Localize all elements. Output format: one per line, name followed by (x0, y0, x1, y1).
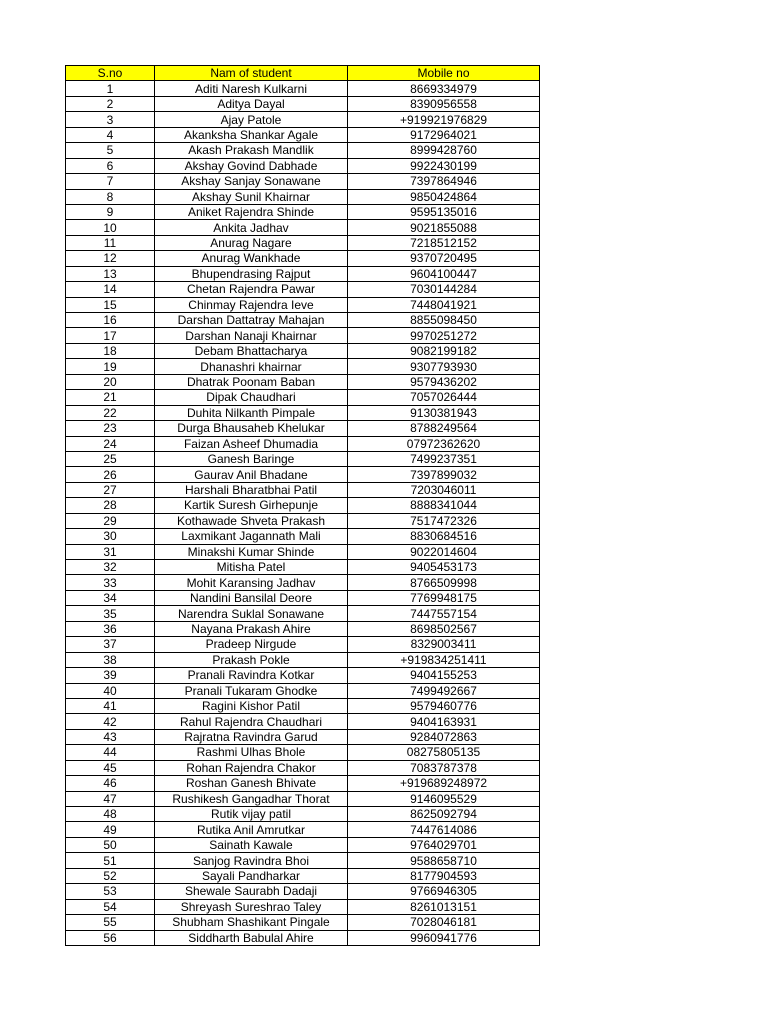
cell-mobile-no: 7030144284 (348, 282, 540, 297)
cell-sno: 49 (66, 822, 155, 837)
table-row (66, 158, 540, 173)
cell-mobile-no: 9130381943 (348, 405, 540, 420)
cell-student-name: Darshan Nanaji Khairnar (155, 328, 348, 343)
cell-mobile-no: 9172964021 (348, 127, 540, 142)
cell-sno: 18 (66, 343, 155, 358)
table-row (66, 235, 540, 250)
cell-student-name: Rohan Rajendra Chakor (155, 760, 348, 775)
cell-mobile-no: 9307793930 (348, 359, 540, 374)
table-row (66, 204, 540, 219)
cell-student-name: Akash Prakash Mandlik (155, 143, 348, 158)
table-row (66, 853, 540, 868)
cell-sno: 30 (66, 529, 155, 544)
cell-sno: 48 (66, 807, 155, 822)
table-row (66, 637, 540, 652)
table-row (66, 251, 540, 266)
cell-mobile-no: 7517472326 (348, 513, 540, 528)
cell-student-name: Dhanashri khairnar (155, 359, 348, 374)
cell-sno: 20 (66, 374, 155, 389)
cell-student-name: Rutik vijay patil (155, 807, 348, 822)
cell-mobile-no: 8698502567 (348, 621, 540, 636)
table-row (66, 328, 540, 343)
cell-sno: 34 (66, 590, 155, 605)
cell-student-name: Nayana Prakash Ahire (155, 621, 348, 636)
cell-sno: 15 (66, 297, 155, 312)
cell-sno: 33 (66, 575, 155, 590)
cell-mobile-no: 8999428760 (348, 143, 540, 158)
cell-sno: 5 (66, 143, 155, 158)
cell-sno: 12 (66, 251, 155, 266)
cell-student-name: Siddharth Babulal Ahire (155, 930, 348, 945)
cell-sno: 23 (66, 421, 155, 436)
cell-sno: 43 (66, 729, 155, 744)
cell-sno: 53 (66, 884, 155, 899)
cell-student-name: Rajratna Ravindra Garud (155, 729, 348, 744)
table-row (66, 482, 540, 497)
table-row (66, 220, 540, 235)
column-header-sno: S.no (66, 66, 155, 81)
cell-mobile-no: 8177904593 (348, 868, 540, 883)
table-row (66, 714, 540, 729)
cell-mobile-no: 8261013151 (348, 899, 540, 914)
cell-sno: 8 (66, 189, 155, 204)
cell-sno: 41 (66, 698, 155, 713)
cell-sno: 32 (66, 560, 155, 575)
cell-student-name: Gaurav Anil Bhadane (155, 467, 348, 482)
cell-mobile-no: 9404163931 (348, 714, 540, 729)
cell-sno: 13 (66, 266, 155, 281)
cell-mobile-no: 8329003411 (348, 637, 540, 652)
table-body (66, 81, 540, 946)
cell-sno: 21 (66, 390, 155, 405)
table-row (66, 590, 540, 605)
table-row (66, 374, 540, 389)
cell-mobile-no: +919921976829 (348, 112, 540, 127)
cell-student-name: Pradeep Nirgude (155, 637, 348, 652)
table-row (66, 174, 540, 189)
table-row (66, 884, 540, 899)
table-row (66, 498, 540, 513)
cell-mobile-no: 7499237351 (348, 451, 540, 466)
cell-sno: 11 (66, 235, 155, 250)
cell-student-name: Akanksha Shankar Agale (155, 127, 348, 142)
cell-sno: 17 (66, 328, 155, 343)
cell-sno: 25 (66, 451, 155, 466)
cell-student-name: Akshay Sanjay Sonawane (155, 174, 348, 189)
cell-sno: 26 (66, 467, 155, 482)
cell-mobile-no: 9922430199 (348, 158, 540, 173)
cell-mobile-no: 7397864946 (348, 174, 540, 189)
cell-mobile-no: 9595135016 (348, 204, 540, 219)
cell-student-name: Prakash Pokle (155, 652, 348, 667)
cell-sno: 56 (66, 930, 155, 945)
cell-sno: 14 (66, 282, 155, 297)
cell-mobile-no: 9370720495 (348, 251, 540, 266)
cell-sno: 10 (66, 220, 155, 235)
cell-student-name: Minakshi Kumar Shinde (155, 544, 348, 559)
cell-mobile-no: 9766946305 (348, 884, 540, 899)
cell-sno: 28 (66, 498, 155, 513)
student-list-sheet (65, 65, 539, 946)
cell-mobile-no: 7448041921 (348, 297, 540, 312)
student-table (65, 65, 540, 946)
cell-mobile-no: 9404155253 (348, 668, 540, 683)
table-row (66, 606, 540, 621)
cell-mobile-no: 9082199182 (348, 343, 540, 358)
cell-student-name: Ganesh Baringe (155, 451, 348, 466)
cell-sno: 7 (66, 174, 155, 189)
cell-student-name: Pranali Ravindra Kotkar (155, 668, 348, 683)
cell-sno: 37 (66, 637, 155, 652)
cell-sno: 6 (66, 158, 155, 173)
table-row (66, 513, 540, 528)
cell-student-name: Kothawade Shveta Prakash (155, 513, 348, 528)
cell-sno: 3 (66, 112, 155, 127)
cell-mobile-no: 9970251272 (348, 328, 540, 343)
cell-student-name: Sayali Pandharkar (155, 868, 348, 883)
cell-student-name: Dipak Chaudhari (155, 390, 348, 405)
table-row (66, 343, 540, 358)
cell-mobile-no: 9850424864 (348, 189, 540, 204)
cell-sno: 22 (66, 405, 155, 420)
table-row (66, 698, 540, 713)
table-row (66, 837, 540, 852)
cell-sno: 42 (66, 714, 155, 729)
cell-mobile-no: 8888341044 (348, 498, 540, 513)
table-row (66, 266, 540, 281)
cell-student-name: Sanjog Ravindra Bhoi (155, 853, 348, 868)
cell-mobile-no: 7499492667 (348, 683, 540, 698)
cell-student-name: Ajay Patole (155, 112, 348, 127)
cell-mobile-no: 8669334979 (348, 81, 540, 96)
table-row (66, 899, 540, 914)
cell-sno: 44 (66, 745, 155, 760)
cell-student-name: Mitisha Patel (155, 560, 348, 575)
cell-student-name: Akshay Sunil Khairnar (155, 189, 348, 204)
cell-mobile-no: 9960941776 (348, 930, 540, 945)
cell-sno: 45 (66, 760, 155, 775)
cell-sno: 38 (66, 652, 155, 667)
cell-sno: 24 (66, 436, 155, 451)
cell-student-name: Aniket Rajendra Shinde (155, 204, 348, 219)
cell-student-name: Ragini Kishor Patil (155, 698, 348, 713)
cell-mobile-no: 7028046181 (348, 915, 540, 930)
cell-mobile-no: 7057026444 (348, 390, 540, 405)
cell-mobile-no: 9604100447 (348, 266, 540, 281)
table-row (66, 807, 540, 822)
cell-student-name: Aditya Dayal (155, 96, 348, 111)
table-row (66, 313, 540, 328)
cell-mobile-no: 9021855088 (348, 220, 540, 235)
cell-mobile-no: 8766509998 (348, 575, 540, 590)
cell-student-name: Kartik Suresh Girhepunje (155, 498, 348, 513)
cell-mobile-no: 7447614086 (348, 822, 540, 837)
cell-student-name: Nandini Bansilal Deore (155, 590, 348, 605)
table-row (66, 189, 540, 204)
cell-mobile-no: 8390956558 (348, 96, 540, 111)
table-header-row (66, 66, 540, 81)
cell-sno: 50 (66, 837, 155, 852)
cell-sno: 9 (66, 204, 155, 219)
cell-sno: 51 (66, 853, 155, 868)
cell-sno: 54 (66, 899, 155, 914)
table-row (66, 745, 540, 760)
table-row (66, 390, 540, 405)
cell-sno: 29 (66, 513, 155, 528)
cell-mobile-no: 7083787378 (348, 760, 540, 775)
table-row (66, 575, 540, 590)
table-row (66, 127, 540, 142)
cell-student-name: Aditi Naresh Kulkarni (155, 81, 348, 96)
cell-mobile-no: 08275805135 (348, 745, 540, 760)
table-row (66, 96, 540, 111)
cell-mobile-no: 7218512152 (348, 235, 540, 250)
cell-mobile-no: 9146095529 (348, 791, 540, 806)
cell-student-name: Shewale Saurabh Dadaji (155, 884, 348, 899)
cell-sno: 46 (66, 776, 155, 791)
table-row (66, 915, 540, 930)
cell-mobile-no: 7397899032 (348, 467, 540, 482)
cell-mobile-no: 8625092794 (348, 807, 540, 822)
cell-mobile-no: 9579460776 (348, 698, 540, 713)
table-row (66, 529, 540, 544)
cell-mobile-no: 8855098450 (348, 313, 540, 328)
cell-sno: 55 (66, 915, 155, 930)
cell-sno: 1 (66, 81, 155, 96)
cell-student-name: Harshali Bharatbhai Patil (155, 482, 348, 497)
cell-student-name: Dhatrak Poonam Baban (155, 374, 348, 389)
cell-student-name: Akshay Govind Dabhade (155, 158, 348, 173)
table-row (66, 652, 540, 667)
cell-mobile-no: 9022014604 (348, 544, 540, 559)
cell-student-name: Ankita Jadhav (155, 220, 348, 235)
cell-sno: 40 (66, 683, 155, 698)
column-header-name: Nam of student (155, 66, 348, 81)
cell-mobile-no: +919834251411 (348, 652, 540, 667)
cell-student-name: Shreyash Sureshrao Taley (155, 899, 348, 914)
cell-student-name: Anurag Wankhade (155, 251, 348, 266)
cell-student-name: Chinmay Rajendra Ieve (155, 297, 348, 312)
cell-student-name: Laxmikant Jagannath Mali (155, 529, 348, 544)
cell-student-name: Mohit Karansing Jadhav (155, 575, 348, 590)
table-row (66, 282, 540, 297)
cell-student-name: Debam Bhattacharya (155, 343, 348, 358)
table-row (66, 436, 540, 451)
cell-student-name: Rashmi Ulhas Bhole (155, 745, 348, 760)
cell-student-name: Rushikesh Gangadhar Thorat (155, 791, 348, 806)
table-row (66, 544, 540, 559)
table-row (66, 791, 540, 806)
table-row (66, 81, 540, 96)
table-row (66, 729, 540, 744)
cell-student-name: Rutika Anil Amrutkar (155, 822, 348, 837)
column-header-mobile: Mobile no (348, 66, 540, 81)
cell-mobile-no: 7769948175 (348, 590, 540, 605)
cell-sno: 2 (66, 96, 155, 111)
cell-mobile-no: 9579436202 (348, 374, 540, 389)
cell-sno: 19 (66, 359, 155, 374)
cell-sno: 35 (66, 606, 155, 621)
table-row (66, 143, 540, 158)
cell-mobile-no: +919689248972 (348, 776, 540, 791)
cell-mobile-no: 8830684516 (348, 529, 540, 544)
cell-sno: 36 (66, 621, 155, 636)
table-row (66, 668, 540, 683)
table-row (66, 683, 540, 698)
cell-student-name: Sainath Kawale (155, 837, 348, 852)
table-row (66, 930, 540, 945)
cell-mobile-no: 9764029701 (348, 837, 540, 852)
cell-sno: 4 (66, 127, 155, 142)
cell-mobile-no: 9405453173 (348, 560, 540, 575)
cell-mobile-no: 7447557154 (348, 606, 540, 621)
cell-sno: 31 (66, 544, 155, 559)
cell-student-name: Pranali Tukaram Ghodke (155, 683, 348, 698)
cell-sno: 39 (66, 668, 155, 683)
cell-student-name: Darshan Dattatray Mahajan (155, 313, 348, 328)
cell-student-name: Duhita Nilkanth Pimpale (155, 405, 348, 420)
table-row (66, 868, 540, 883)
table-row (66, 822, 540, 837)
cell-sno: 27 (66, 482, 155, 497)
cell-sno: 47 (66, 791, 155, 806)
cell-mobile-no: 07972362620 (348, 436, 540, 451)
table-row (66, 421, 540, 436)
cell-student-name: Durga Bhausaheb Khelukar (155, 421, 348, 436)
table-row (66, 467, 540, 482)
cell-sno: 16 (66, 313, 155, 328)
cell-student-name: Roshan Ganesh Bhivate (155, 776, 348, 791)
table-row (66, 359, 540, 374)
table-row (66, 621, 540, 636)
cell-student-name: Rahul Rajendra Chaudhari (155, 714, 348, 729)
cell-student-name: Shubham Shashikant Pingale (155, 915, 348, 930)
table-row (66, 776, 540, 791)
cell-mobile-no: 9284072863 (348, 729, 540, 744)
cell-sno: 52 (66, 868, 155, 883)
cell-student-name: Chetan Rajendra Pawar (155, 282, 348, 297)
cell-mobile-no: 9588658710 (348, 853, 540, 868)
table-row (66, 560, 540, 575)
cell-mobile-no: 7203046011 (348, 482, 540, 497)
table-row (66, 451, 540, 466)
cell-student-name: Narendra Suklal Sonawane (155, 606, 348, 621)
table-row (66, 760, 540, 775)
cell-student-name: Bhupendrasing Rajput (155, 266, 348, 281)
table-row (66, 297, 540, 312)
cell-student-name: Faizan Asheef Dhumadia (155, 436, 348, 451)
cell-mobile-no: 8788249564 (348, 421, 540, 436)
cell-student-name: Anurag Nagare (155, 235, 348, 250)
table-row (66, 112, 540, 127)
table-row (66, 405, 540, 420)
